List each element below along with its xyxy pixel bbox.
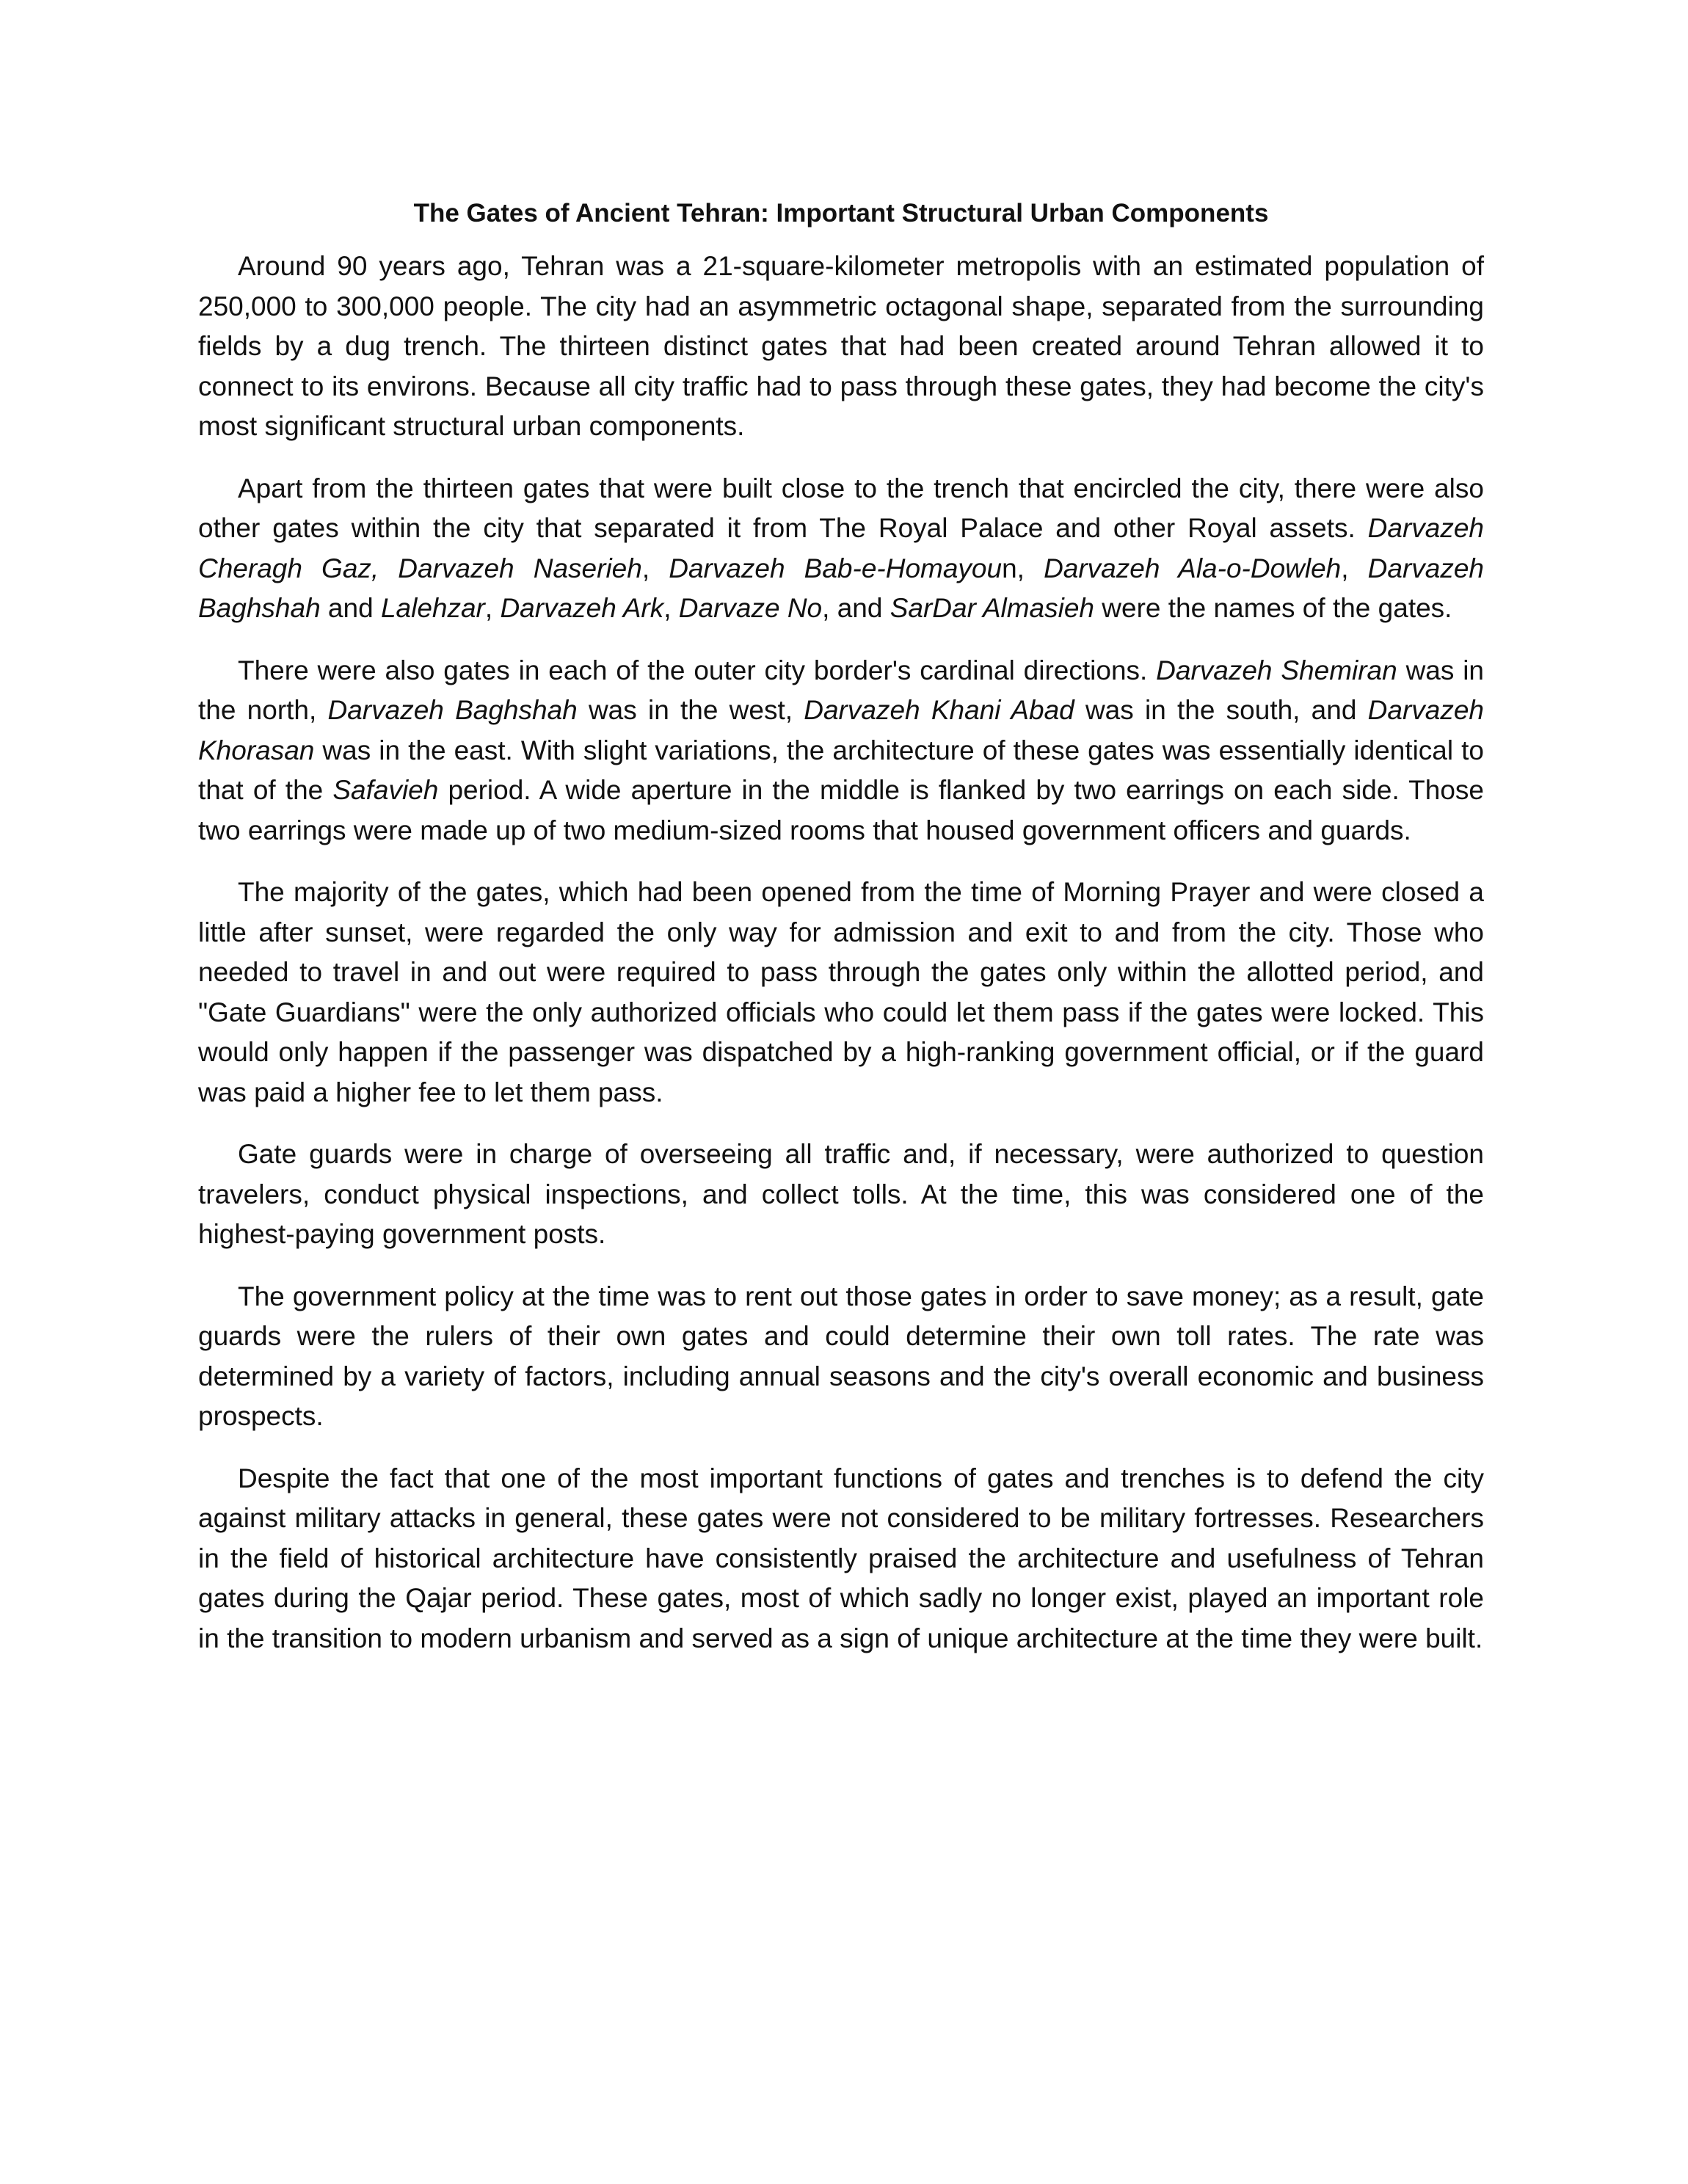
italic-term: Lalehzar [380,593,485,623]
text-run: and [320,593,381,623]
paragraph-1 [198,247,1484,447]
italic-term: Darvazeh Khani Abad [804,695,1074,725]
text-run: n, [1002,553,1044,583]
paragraph-5 [198,1135,1484,1255]
italic-term: Darvazeh Bab-e-Homayou [669,553,1003,583]
italic-term: Darvazeh Cheragh Gaz, Darvazeh Naserieh [198,513,1484,583]
text-run: Gate guards were in charge of overseeing all traffic and, if necessary, were authorized to question travelers, conduct physical inspections, and collect tolls. At the time, this was considered one of the highest-paying government posts. [198,1139,1484,1249]
italic-term: SarDar Almasieh [890,593,1094,623]
italic-term: Darvazeh Shemiran [1156,655,1397,685]
text-run: was in the north, [198,655,1485,725]
italic-term: Darvazeh Baghshah [327,695,578,725]
italic-term: Safavieh [332,775,439,805]
paragraph-4 [198,873,1484,1113]
text-run: , [641,553,669,583]
italic-term: Darvazeh Ala-o-Dowleh [1044,553,1342,583]
paragraph-3 [198,651,1484,851]
italic-term: Darvaze No [678,593,823,623]
text-run: , [1341,553,1368,583]
italic-term: Darvazeh Baghshah [198,553,1484,623]
document-page [198,197,1484,1681]
paragraph-6 [198,1277,1484,1437]
italic-term: Darvazeh Ark [500,593,664,623]
text-run: , [663,593,679,623]
text-run: were the names of the gates. [1094,593,1452,623]
text-run: The government policy at the time was to rent out those gates in order to save money; as a result, gate guards were the rulers of their own gates and could determine their own toll rates. The rate was determined by a variety of factors, including annual seasons and the city's overall economic and business prospects. [198,1281,1484,1431]
text-run: , [484,593,501,623]
italic-term: Darvazeh Khorasan [198,695,1484,765]
document-body [198,247,1484,1659]
text-run: was in the west, [577,695,804,725]
text-run: Despite the fact that one of the most important functions of gates and trenches is to defend the city against military attacks in general, these gates were not considered to be military fortresses. Researchers in the field of historical architecture have consistently praised the architecture and usefulness of Tehran gates during the Qajar period. These gates, most of which sadly no longer exist, played an important role in the transition to modern urbanism and served as a sign of unique architecture at the time they were built. [198,1463,1484,1653]
text-run: Apart from the thirteen gates that were built close to the trench that encircled the city, there were also other gates within the city that separated it from The Royal Palace and other Royal assets. [198,473,1484,543]
text-run: Around 90 years ago, Tehran was a 21-square-kilometer metropolis with an estimated population of 250,000 to 300,000 people. The city had an asymmetric octagonal shape, separated from the surrounding fields by a dug trench. The thirteen distinct gates that had been created around Tehran allowed it to connect to its environs. Because all city traffic had to pass through these gates, they had become the city's most significant structural urban components. [198,251,1484,441]
document-title: The Gates of Ancient Tehran: Important Structural Urban Components [413,199,1269,228]
text-run: was in the south, and [1074,695,1368,725]
text-run: period. A wide aperture in the middle is flanked by two earrings on each side. Those two earrings were made up of two medium-sized rooms that housed government officers and guards. [198,775,1484,845]
text-run: There were also gates in each of the outer city border's cardinal directions. [238,655,1157,685]
text-run: was in the east. With slight variations, the architecture of these gates was essentially identical to that of the [198,735,1484,805]
paragraph-2 [198,469,1484,629]
paragraph-7 [198,1459,1484,1659]
text-run: The majority of the gates, which had been opened from the time of Morning Prayer and were closed a little after sunset, were regarded the only way for admission and exit to and from the city. Those who needed to travel in and out were required to pass through the gates only within the allotted period, and "Gate Guardians" were the only authorized officials who could let them pass if the gates were locked. This would only happen if the passenger was dispatched by a high-ranking government official, or if the guard was paid a higher fee to let them pass. [198,877,1484,1107]
text-run: , and [822,593,890,623]
